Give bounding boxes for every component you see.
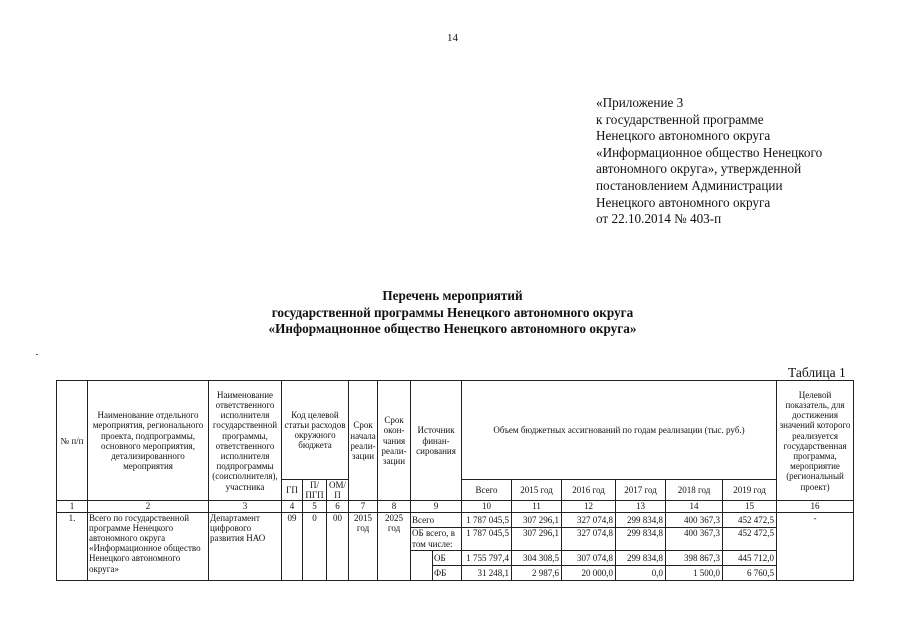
activities-table — [56, 380, 854, 581]
title-line: государственной программы Ненецкого автономного округа — [271, 304, 634, 320]
header-om: ОМ/ П — [327, 480, 349, 501]
value-2015: 304 308,5 — [512, 550, 562, 565]
value-2017: 299 834,8 — [616, 512, 666, 527]
value-total: 1 755 797,4 — [462, 550, 512, 565]
appendix-note — [596, 95, 822, 228]
appendix-line: постановлением Администрации — [596, 177, 783, 193]
table-caption: Таблица 1 — [788, 365, 846, 380]
header-2016: 2016 год — [562, 480, 616, 501]
col-number: 16 — [777, 501, 854, 512]
header-budget-code: Код целевой статьи расходов окружного бюджета — [282, 381, 349, 480]
value-total: 1 787 045,5 — [462, 512, 512, 527]
col-number: 3 — [209, 501, 282, 512]
header-gp: ГП — [282, 480, 303, 501]
value-2019: 6 760,5 — [723, 565, 777, 580]
value-2016: 20 000,0 — [562, 565, 616, 580]
appendix-line: Ненецкого автономного округа — [596, 194, 771, 210]
col-number: 6 — [327, 501, 349, 512]
financing-source: ОБ всего, в том числе: — [411, 527, 462, 550]
row-num: 1. — [57, 512, 88, 580]
header-2018: 2018 год — [666, 480, 723, 501]
title-line: «Информацнонное общество Ненецкого автономного округа» — [268, 321, 637, 337]
value-2019: 452 472,5 — [723, 512, 777, 527]
value-2018: 400 367,3 — [666, 512, 723, 527]
value-2016: 327 074,8 — [562, 527, 616, 550]
value-2015: 307 296,1 — [512, 512, 562, 527]
header-target: Целевой показатель, для достижения значений которого реализуется государственная программа, мероприятие (региональный проект) — [777, 381, 854, 501]
value-2017: 0,0 — [616, 565, 666, 580]
appendix-line: от 22.10.2014 № 403-п — [596, 211, 722, 227]
scan-speck — [36, 354, 38, 355]
appendix-line: «Информационное общество Ненецкого — [596, 144, 823, 160]
row-executor: Департамент цифрового развития НАО — [209, 512, 282, 580]
header-start: Срок начала реали- зации — [349, 381, 378, 501]
value-2018: 400 367,3 — [666, 527, 723, 550]
value-2015: 307 296,1 — [512, 527, 562, 550]
value-2019: 452 472,5 — [723, 527, 777, 550]
col-number: 10 — [462, 501, 512, 512]
header-num: № п/п — [57, 381, 88, 501]
financing-subsource: ФБ — [433, 565, 462, 580]
financing-source: Всего — [411, 512, 462, 527]
value-total: 31 248,1 — [462, 565, 512, 580]
row-start: 2015 год — [349, 512, 378, 580]
appendix-line: «Приложение 3 — [596, 95, 684, 110]
document-title — [0, 288, 905, 338]
value-2016: 307 074,8 — [562, 550, 616, 565]
row-target: - — [777, 512, 854, 580]
col-number: 1 — [57, 501, 88, 512]
value-total: 1 787 045,5 — [462, 527, 512, 550]
appendix-line: Ненецкого автономного округа — [596, 128, 771, 144]
appendix-line: автономного округа», утвержденной — [596, 161, 802, 177]
col-number: 11 — [512, 501, 562, 512]
value-2019: 445 712,0 — [723, 550, 777, 565]
header-source: Источник финан- сирования — [411, 381, 462, 501]
row-om: 00 — [327, 512, 349, 580]
appendix-line: к государственной программе — [596, 111, 764, 127]
col-number: 5 — [303, 501, 327, 512]
header-pgp: П/ ПГП — [303, 480, 327, 501]
row-pgp: 0 — [303, 512, 327, 580]
col-number: 2 — [88, 501, 209, 512]
financing-indent — [411, 550, 433, 580]
header-2017: 2017 год — [616, 480, 666, 501]
row-gp: 09 — [282, 512, 303, 580]
row-name: Всего по государственной программе Ненецкого автономного округа «Информационное общество Ненецкого автономного округа» — [88, 512, 209, 580]
value-2016: 327 074,8 — [562, 512, 616, 527]
financing-subsource: ОБ — [433, 550, 462, 565]
col-number: 7 — [349, 501, 378, 512]
header-executor: Наименование ответственного исполнителя государственной программы, ответственного исполнителя подпрограммы (соисполнителя), участника — [209, 381, 282, 501]
row-end: 2025 год — [378, 512, 411, 580]
header-name: Наименование отдельного мероприятия, регионального проекта, подпрограммы, основного мероприятия, детализированного мероприятия — [88, 381, 209, 501]
value-2017: 299 834,8 — [616, 550, 666, 565]
value-2017: 299 834,8 — [616, 527, 666, 550]
col-number: 12 — [562, 501, 616, 512]
header-2015: 2015 год — [512, 480, 562, 501]
table-row — [57, 512, 854, 527]
col-number: 14 — [666, 501, 723, 512]
title-line: Перечень мероприятий — [382, 288, 523, 303]
header-end: Срок окон- чания реали- зации — [378, 381, 411, 501]
header-volume: Объем бюджетных ассигнований по годам реализации (тыс. руб.) — [462, 381, 777, 480]
value-2018: 1 500,0 — [666, 565, 723, 580]
col-number: 15 — [723, 501, 777, 512]
page-number: 14 — [447, 32, 458, 44]
col-number: 9 — [411, 501, 462, 512]
col-number: 8 — [378, 501, 411, 512]
col-number: 13 — [616, 501, 666, 512]
col-number: 4 — [282, 501, 303, 512]
value-2018: 398 867,3 — [666, 550, 723, 565]
header-2019: 2019 год — [723, 480, 777, 501]
value-2015: 2 987,6 — [512, 565, 562, 580]
header-total: Всего — [462, 480, 512, 501]
